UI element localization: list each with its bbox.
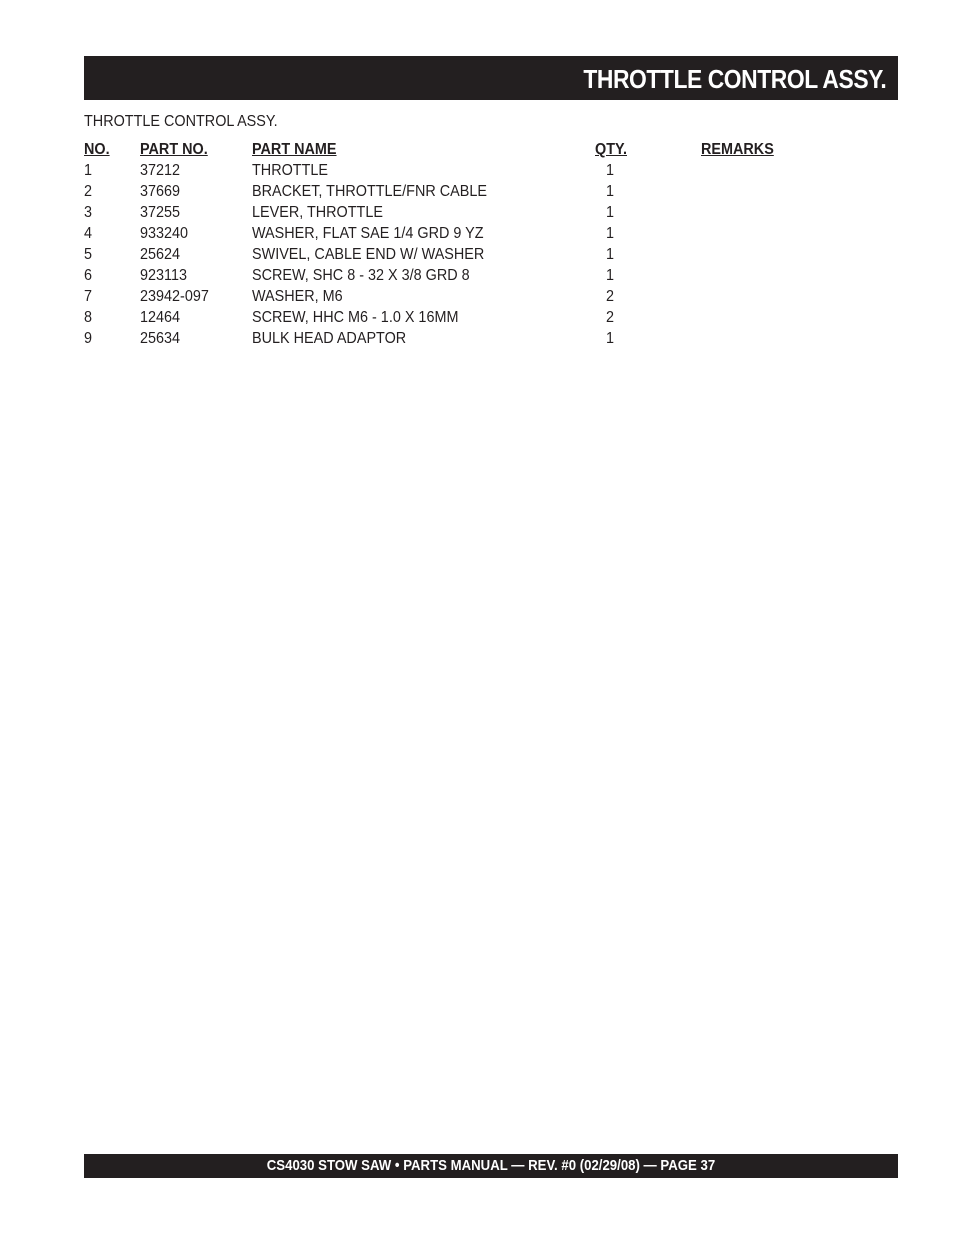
part-number: 23942-097 [140,288,209,305]
part-name: THROTTLE [252,162,329,179]
page-title: THROTTLE CONTROL ASSY. [582,64,886,94]
part-name: WASHER, FLAT SAE 1/4 GRD 9 YZ [252,225,484,242]
part-number: 25624 [140,246,181,263]
table-row [84,288,804,309]
quantity: 1 [606,204,615,221]
part-name: SCREW, SHC 8 - 32 X 3/8 GRD 8 [252,267,470,284]
item-number: 5 [84,246,93,263]
part-name: BULK HEAD ADAPTOR [252,330,407,347]
part-name: LEVER, THROTTLE [252,204,383,221]
quantity: 2 [606,288,615,305]
table-header-row [84,141,804,162]
page-header-bar [84,56,898,100]
column-header-part-no: PART NO. [140,141,208,158]
table-row [84,330,804,351]
page-footer-bar [84,1154,898,1178]
table-row [84,309,804,330]
footer-text: CS4030 STOW SAW • PARTS MANUAL — REV. #0 (02/29/08) — PAGE 37 [266,1157,716,1174]
quantity: 1 [606,225,615,242]
part-name: SCREW, HHC M6 - 1.0 X 16MM [252,309,459,326]
quantity: 1 [606,183,615,200]
column-header-part-name: PART NAME [252,141,337,158]
quantity: 1 [606,162,615,179]
column-header-remarks: REMARKS [701,141,774,158]
quantity: 2 [606,309,615,326]
part-number: 37669 [140,183,181,200]
column-header-no: NO. [84,141,110,158]
part-number: 12464 [140,309,181,326]
table-row [84,246,804,267]
item-number: 6 [84,267,93,284]
part-number: 933240 [140,225,189,242]
part-name: WASHER, M6 [252,288,343,305]
part-name: BRACKET, THROTTLE/FNR CABLE [252,183,487,200]
item-number: 3 [84,204,93,221]
item-number: 2 [84,183,93,200]
quantity: 1 [606,246,615,263]
item-number: 4 [84,225,93,242]
item-number: 1 [84,162,93,179]
table-row [84,183,804,204]
item-number: 7 [84,288,93,305]
item-number: 8 [84,309,93,326]
section-title: THROTTLE CONTROL ASSY. [84,113,278,130]
quantity: 1 [606,330,615,347]
part-number: 37255 [140,204,181,221]
quantity: 1 [606,267,615,284]
part-number: 25634 [140,330,181,347]
table-row [84,225,804,246]
part-number: 923113 [140,267,187,284]
item-number: 9 [84,330,93,347]
part-number: 37212 [140,162,181,179]
table-body [84,162,804,351]
table-row [84,162,804,183]
table-row [84,267,804,288]
part-name: SWIVEL, CABLE END W/ WASHER [252,246,485,263]
parts-list-table [84,141,804,351]
column-header-qty: QTY. [595,141,628,158]
table-row [84,204,804,225]
